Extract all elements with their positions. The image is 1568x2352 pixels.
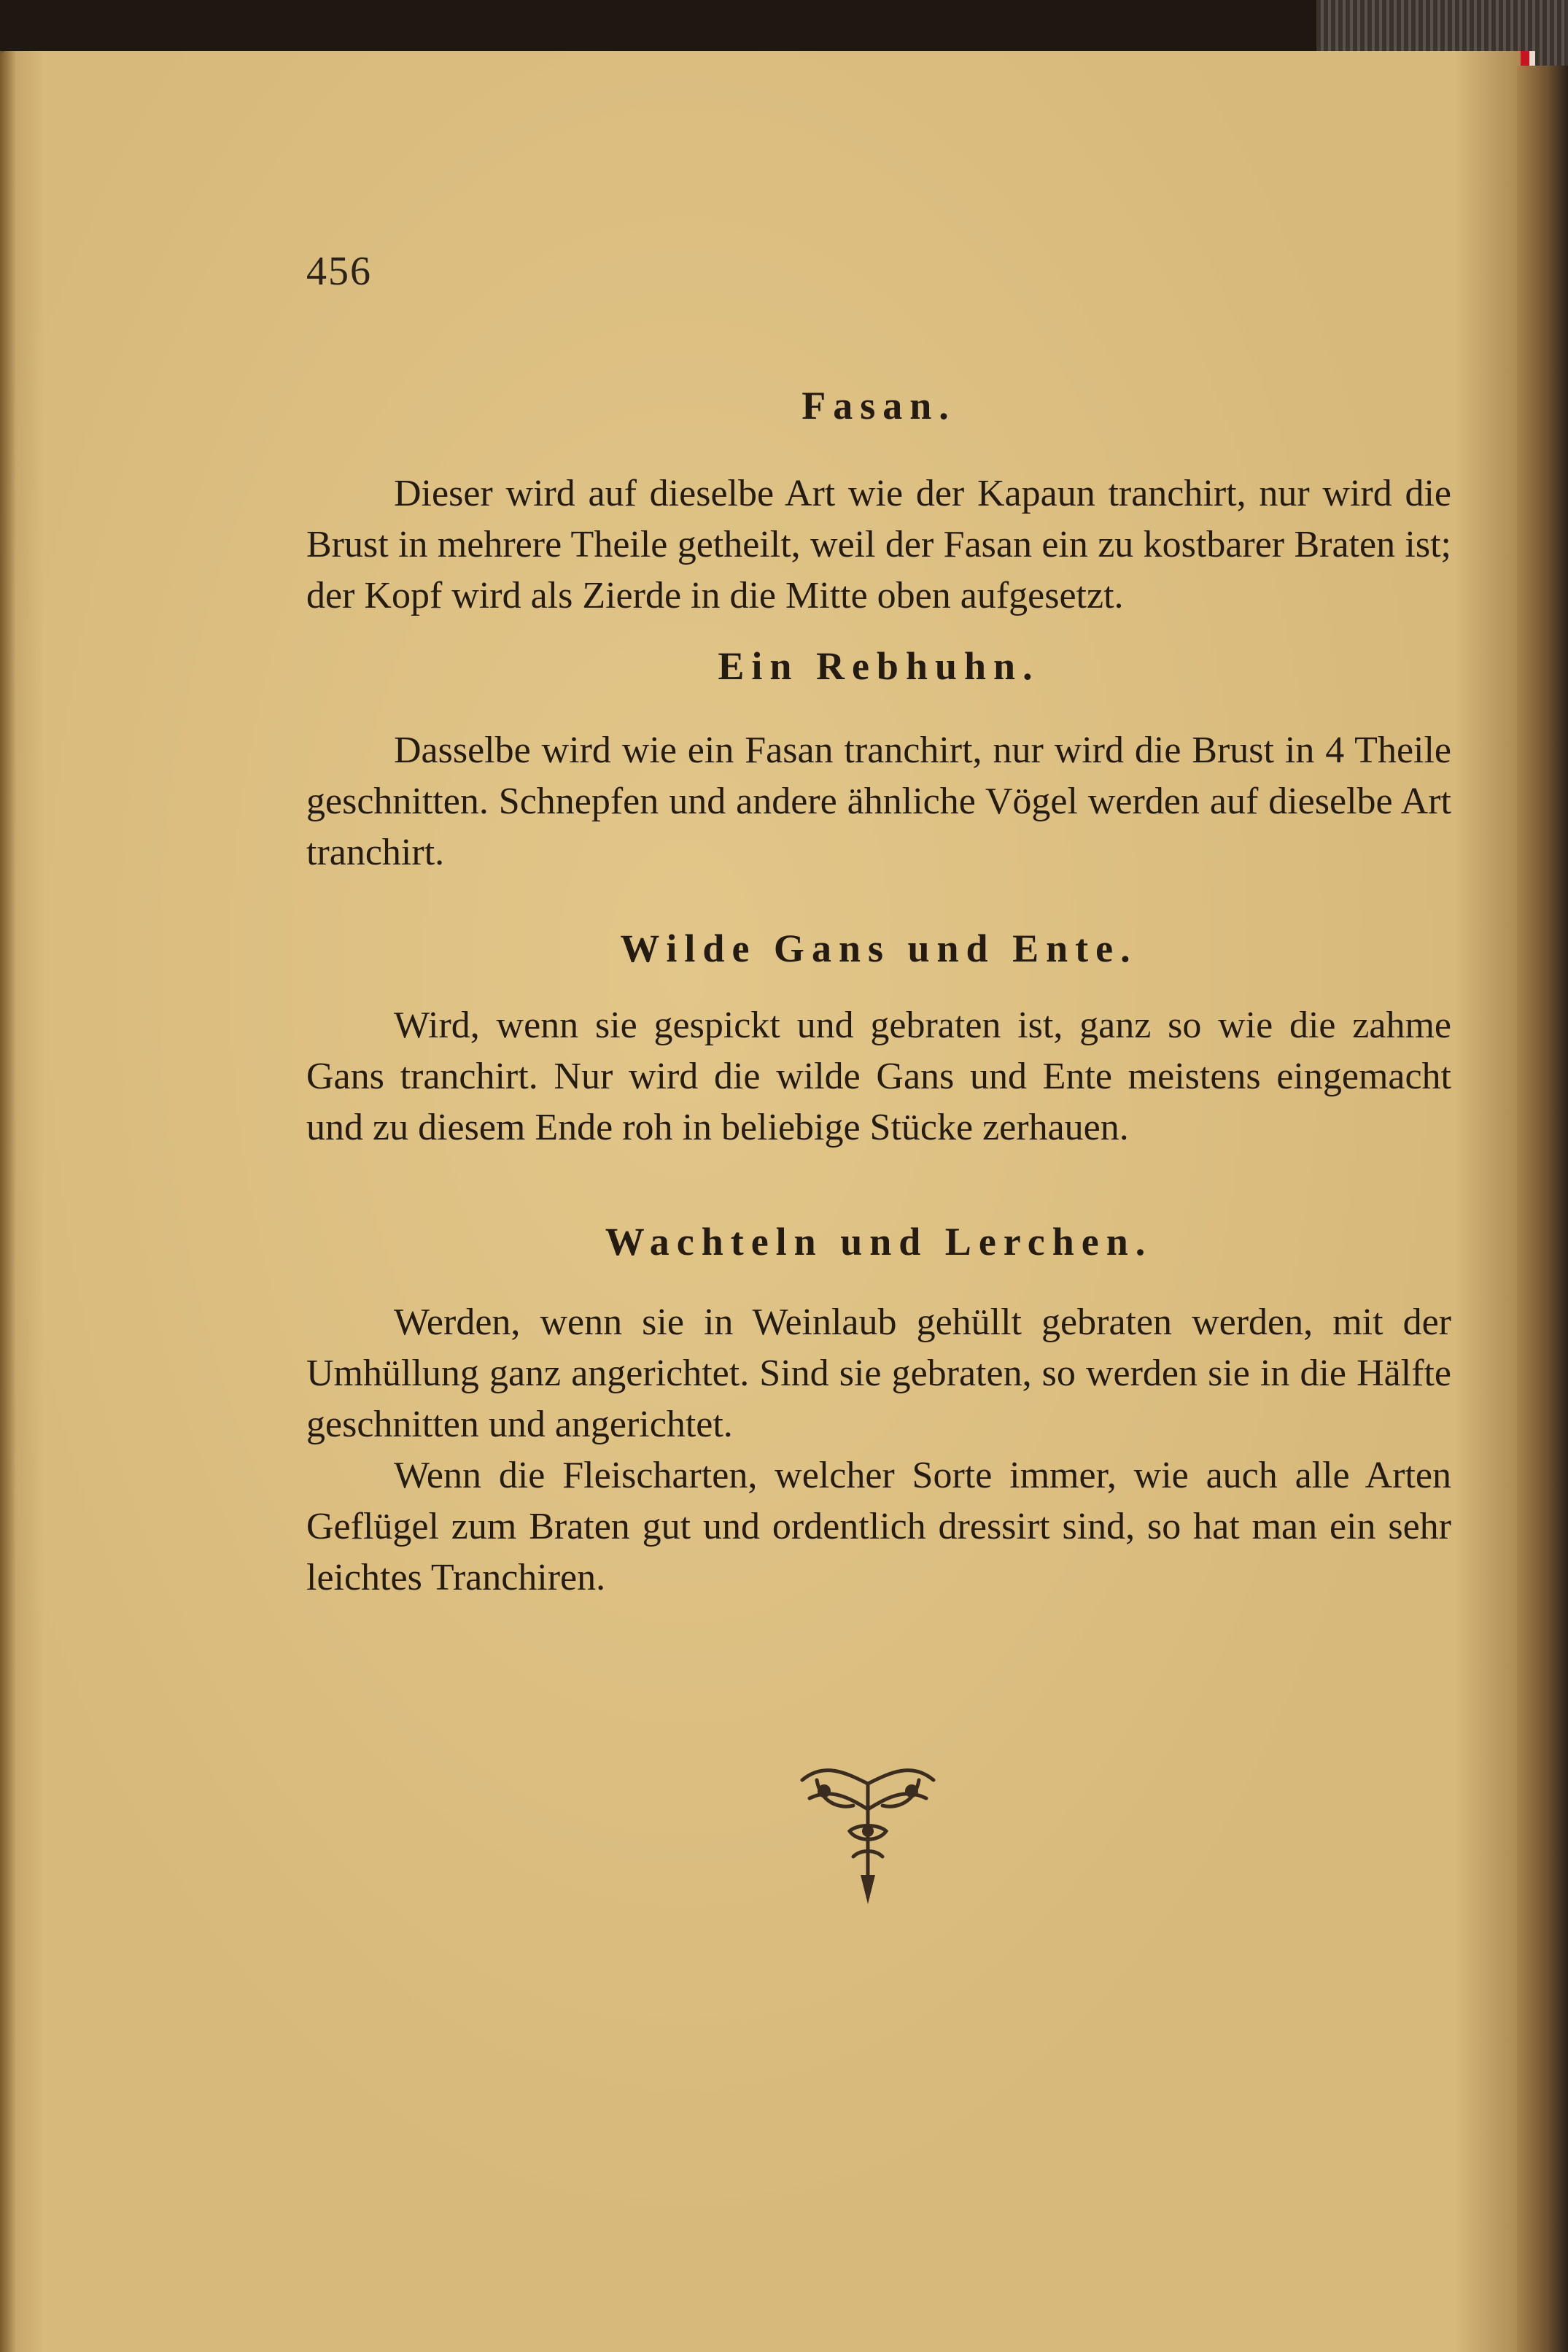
- paragraph-fleischarten: Wenn die Fleischarten, welcher Sorte immer, wie auch alle Arten Geflügel zum Braten gut und ordentlich dressirt sind, so hat man ein sehr leichtes Tranchiren.: [306, 1455, 1451, 1598]
- page-text: [306, 379, 1451, 1604]
- paragraph-rebhuhn: Dasselbe wird wie ein Fasan tranchirt, nur wird die Brust in 4 Theile geschnitten. Schnepfen und andere ähnliche Vögel werden auf dieselbe Art tranchirt.: [306, 730, 1451, 873]
- page-right-edge: [1517, 66, 1568, 2352]
- paragraph-wilde-gans: Wird, wenn sie gespickt und gebraten ist, ganz so wie die zahme Gans tranchirt. Nur wird die wilde Gans und Ente meistens eingemacht und zu diesem Ende roh in beliebige Stücke zerhauen.: [306, 1005, 1451, 1148]
- page-gutter-shadow: [0, 51, 16, 2352]
- floral-ornament-icon: [788, 1758, 948, 1911]
- section-heading-fasan: Fasan.: [802, 384, 956, 428]
- page-number: 456: [306, 249, 372, 294]
- paragraph-fasan: Dieser wird auf dieselbe Art wie der Kapaun tranchirt, nur wird die Brust in mehrere Theile getheilt, weil der Fasan ein zu kostbarer Braten ist; der Kopf wird als Zierde in die Mitte oben aufgesetzt.: [306, 473, 1451, 616]
- paragraph-wachteln: Werden, wenn sie in Weinlaub gehüllt gebraten werden, mit der Umhüllung ganz angerichtet. Sind sie gebraten, so werden sie in die Hälfte geschnitten und angerichtet.: [306, 1301, 1451, 1445]
- section-heading-rebhuhn: Ein Rebhuhn.: [718, 644, 1040, 688]
- section-heading-wilde-gans: Wilde Gans und Ente.: [620, 927, 1138, 970]
- section-heading-wachteln: Wachteln und Lerchen.: [605, 1220, 1153, 1264]
